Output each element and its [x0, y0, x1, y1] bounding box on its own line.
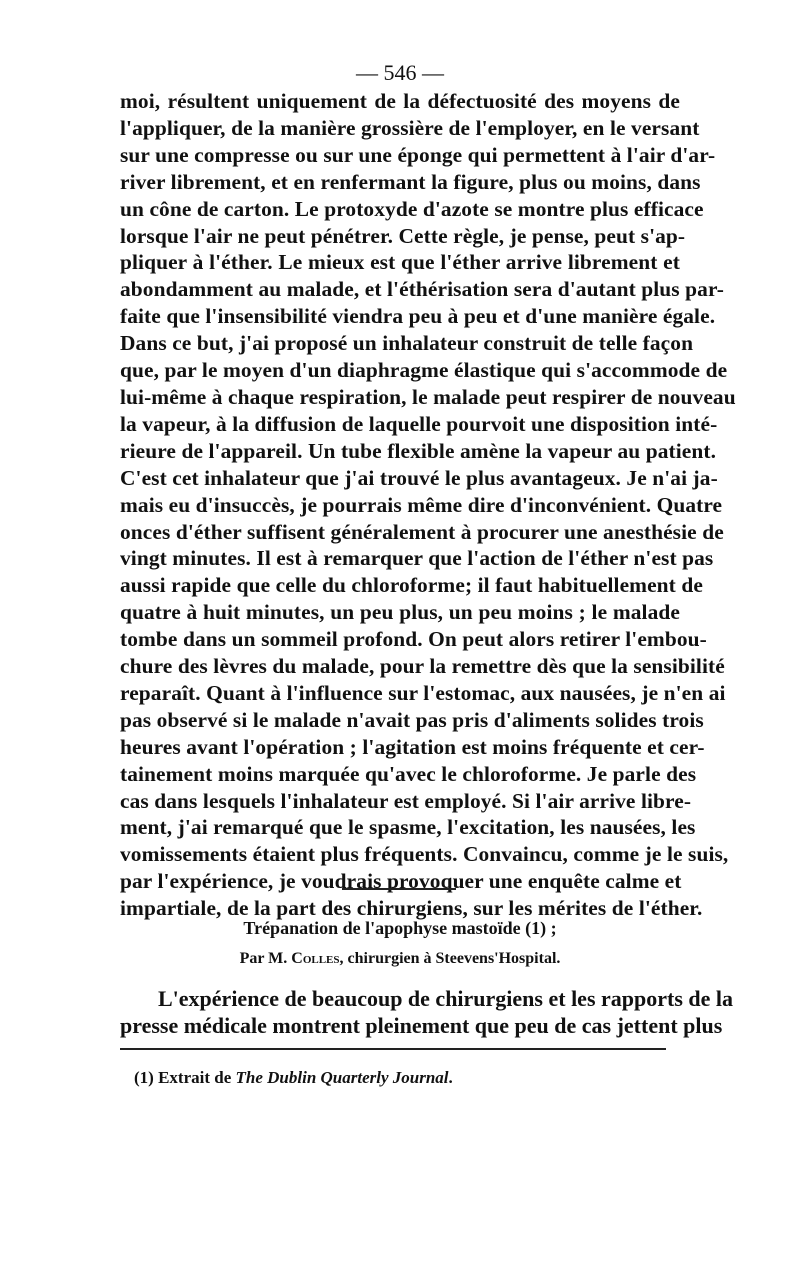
footnote-marker: (1) — [134, 1068, 154, 1087]
text-line: vomissements étaient plus fréquents. Convaincu, comme je le suis, — [120, 842, 729, 867]
author-prefix: Par M. — [239, 950, 292, 967]
body-paragraph — [120, 88, 736, 922]
footnote-divider — [120, 1048, 666, 1050]
text-line: quatre à huit minutes, un peu plus, un peu moins ; le malade — [120, 600, 680, 625]
text-line: cas dans lesquels l'inhalateur est employé. Si l'air arrive libre- — [120, 788, 692, 813]
section-intro — [120, 985, 734, 1039]
text-line: lui-même à chaque respiration, le malade peut respirer de nouveau — [120, 384, 736, 409]
text-line: rieure de l'appareil. Un tube flexible amène la vapeur au patient. — [120, 438, 717, 463]
section-title: Trépanation de l'apophyse mastoïde (1) ; — [243, 918, 557, 938]
text-line: l'appliquer, de la manière grossière de l'employer, en le versant — [120, 115, 700, 140]
text-line: pas observé si le malade n'avait pas pris d'aliments solides trois — [120, 707, 704, 732]
text-line: tombe dans un sommeil profond. On peut alors retirer l'embou- — [120, 627, 707, 652]
intro-line: presse médicale montrent pleinement que peu de cas jettent plus — [120, 1013, 723, 1038]
text-line: river librement, et en renfermant la figure, plus ou moins, dans — [120, 169, 701, 194]
text-line: lorsque l'air ne peut pénétrer. Cette règle, je pense, peut s'ap- — [120, 223, 686, 248]
text-line: mais eu d'insuccès, je pourrais même dire d'inconvénient. Quatre — [120, 492, 723, 517]
section-divider — [342, 888, 456, 890]
footnote-text-prefix: Extrait de — [153, 1068, 236, 1087]
text-line: chure des lèvres du malade, pour la remettre dès que la sensibilité — [120, 654, 725, 679]
text-line: ment, j'ai remarqué que le spasme, l'excitation, les nausées, les — [120, 815, 696, 840]
text-line: la vapeur, à la diffusion de laquelle pourvoit une disposition inté- — [120, 411, 718, 436]
text-line: sur une compresse ou sur une éponge qui permettent à l'air d'ar- — [120, 142, 716, 167]
text-line: reparaît. Quant à l'influence sur l'estomac, aux nausées, je n'en ai — [120, 680, 726, 705]
author-name: Colles — [291, 950, 340, 967]
author-line — [0, 950, 800, 968]
text-line: Dans ce but, j'ai proposé un inhalateur construit de telle façon — [120, 331, 694, 356]
text-line: par l'expérience, je voudrais provoquer une enquête calme et — [120, 869, 682, 894]
author-suffix: , chirurgien à Steevens'Hospital. — [339, 950, 561, 967]
intro-line: L'expérience de beaucoup de chirurgiens et les rapports de la — [158, 986, 734, 1011]
text-line: pliquer à l'éther. Le mieux est que l'éther arrive librement et — [120, 250, 680, 275]
text-line: abondamment au malade, et l'éthérisation sera d'autant plus par- — [120, 277, 724, 302]
text-line: heures avant l'opération ; l'agitation est moins fréquente et cer- — [120, 734, 705, 759]
text-line: un cône de carton. Le protoxyde d'azote se montre plus efficace — [120, 196, 704, 221]
text-line: aussi rapide que celle du chloroforme; il faut habituellement de — [120, 573, 703, 598]
text-line: moi, résultent uniquement de la défectuosité des moyens de — [120, 89, 680, 113]
footnote-journal: The Dublin Quarterly Journal — [235, 1068, 449, 1087]
footnote — [134, 1068, 453, 1088]
text-line: onces d'éther suffisent généralement à procurer une anesthésie de — [120, 519, 724, 544]
text-line: impartiale, de la part des chirurgiens, sur les mérites de l'éther. — [120, 896, 703, 921]
text-line: C'est cet inhalateur que j'ai trouvé le plus avantageux. Je n'ai ja- — [120, 465, 718, 490]
text-line: faite que l'insensibilité viendra peu à peu et d'une manière égale. — [120, 304, 716, 329]
text-line: vingt minutes. Il est à remarquer que l'action de l'éther n'est pas — [120, 546, 714, 571]
page-number: — 546 — — [356, 60, 444, 85]
text-line: tainement moins marquée qu'avec le chloroforme. Je parle des — [120, 761, 697, 786]
text-line: que, par le moyen d'un diaphragme élastique qui s'accommode de — [120, 358, 728, 383]
footnote-text-suffix: . — [448, 1068, 453, 1087]
